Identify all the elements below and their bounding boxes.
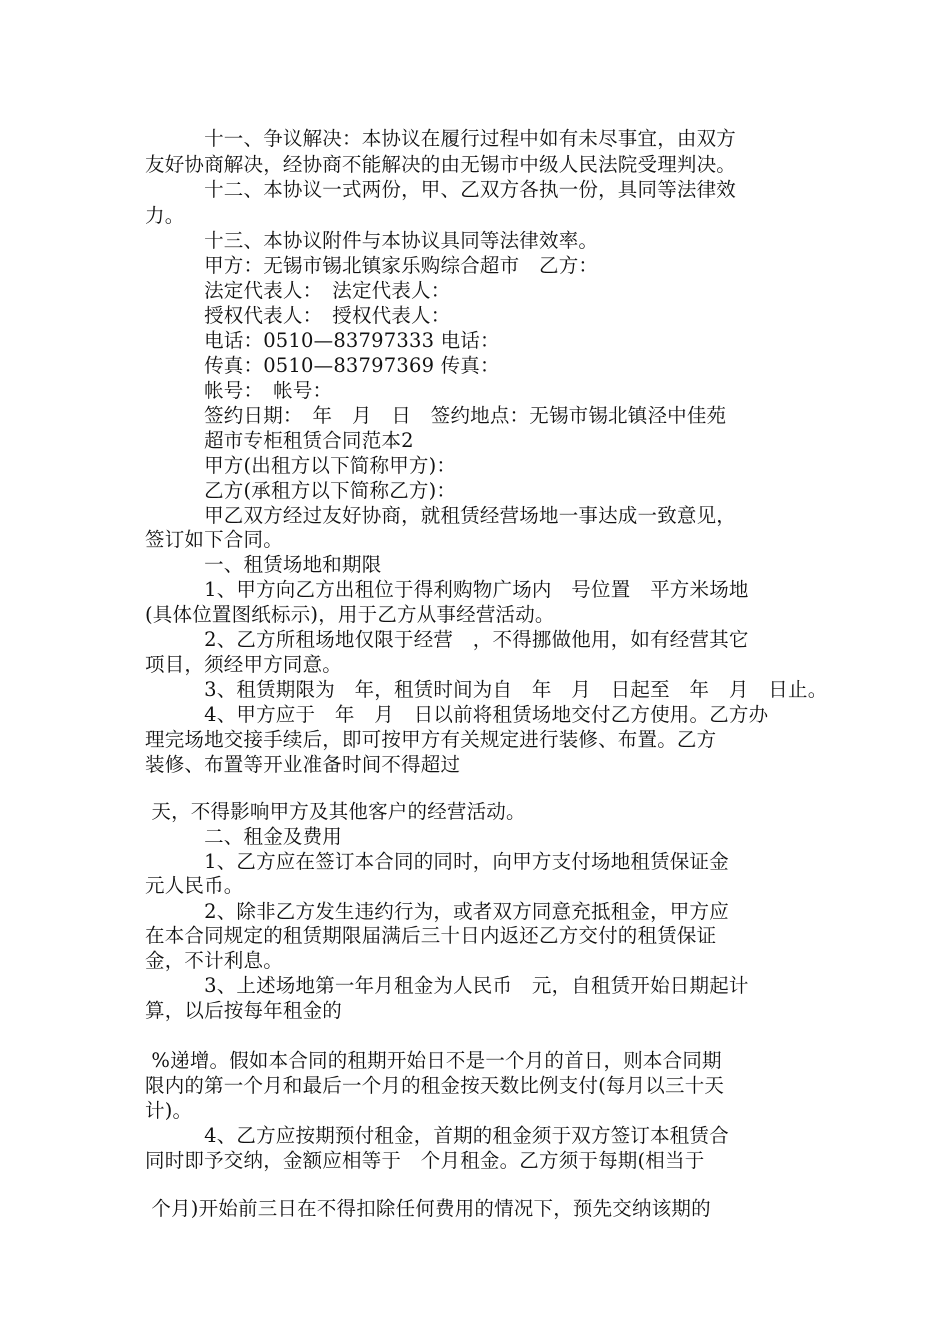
text-line: 在本合同规定的租赁期限届满后三十日内返还乙方交付的租赁保证 [145,924,717,947]
text-line: 个月)开始前三日在不得扣除任何费用的情况下，预先交纳该期的 [145,1197,711,1220]
text-line: 超市专柜租赁合同范本2 [145,429,414,452]
text-line: 3、租赁期限为 年，租赁时间为自 年 月 日起至 年 月 日止。 [145,678,828,701]
text-line: 元人民币。 [145,874,244,897]
text-line: 签订如下合同。 [145,528,283,551]
text-line: 理完场地交接手续后，即可按甲方有关规定进行装修、布置。乙方 [145,728,717,751]
text-line: 电话：0510—83797333 电话： [145,329,500,352]
text-line: 3、上述场地第一年月租金为人民币 元，自租赁开始日期起计 [145,974,749,997]
text-line: 2、乙方所租场地仅限于经营 ，不得挪做他用，如有经营其它 [145,628,749,651]
text-line: 传真：0510—83797369 传真： [145,354,500,377]
text-line: (具体位置图纸标示)，用于乙方从事经营活动。 [145,603,555,626]
text-line: 十二、本协议一式两份，甲、乙双方各执一份，具同等法律效 [145,178,737,201]
text-line: 十一、争议解决：本协议在履行过程中如有未尽事宜，由双方 [145,127,737,150]
text-line: 天，不得影响甲方及其他客户的经营活动。 [145,800,526,823]
text-line: 项目，须经甲方同意。 [145,653,343,676]
text-line: 甲乙双方经过友好协商，就租赁经营场地一事达成一致意见， [145,504,737,527]
text-line: 限内的第一个月和最后一个月的租金按天数比例支付(每月以三十天 [145,1074,725,1097]
text-line: 4、甲方应于 年 月 日以前将租赁场地交付乙方使用。乙方办 [145,703,769,726]
text-line: 金，不计利息。 [145,949,283,972]
text-line: 乙方(承租方以下简称乙方)： [145,479,457,502]
text-line: 二、租金及费用 [145,825,343,848]
text-line: 同时即予交纳，金额应相等于 个月租金。乙方须于每期(相当于 [145,1149,705,1172]
text-line: 授权代表人： 授权代表人： [145,304,451,327]
text-line: 4、乙方应按期预付租金，首期的租金须于双方签订本租赁合 [145,1124,729,1147]
text-line: 装修、布置等开业准备时间不得超过 [145,753,461,776]
text-line: 1、乙方应在签订本合同的同时，向甲方支付场地租赁保证金 [145,850,729,873]
text-line: 帐号： 帐号： [145,379,333,402]
text-line: 算，以后按每年租金的 [145,999,343,1022]
text-line: 友好协商解决，经协商不能解决的由无锡市中级人民法院受理判决。 [145,153,737,176]
text-line: 甲方(出租方以下简称甲方)： [145,454,457,477]
text-line: 十三、本协议附件与本协议具同等法律效率。 [145,229,599,252]
text-line: 2、除非乙方发生违约行为，或者双方同意充抵租金，甲方应 [145,900,729,923]
text-line: 1、甲方向乙方出租位于得利购物广场内 号位置 平方米场地 [145,578,749,601]
text-line: 力。 [145,204,185,227]
text-line: 签约日期： 年 月 日 签约地点：无锡市锡北镇泾中佳苑 [145,404,727,427]
text-line: %递增。假如本合同的租期开始日不是一个月的首日，则本合同期 [145,1049,722,1072]
text-line: 甲方：无锡市锡北镇家乐购综合超市 乙方： [145,254,599,277]
text-line: 计)。 [145,1099,193,1122]
text-line: 法定代表人： 法定代表人： [145,279,451,302]
text-line: 一、租赁场地和期限 [145,553,382,576]
